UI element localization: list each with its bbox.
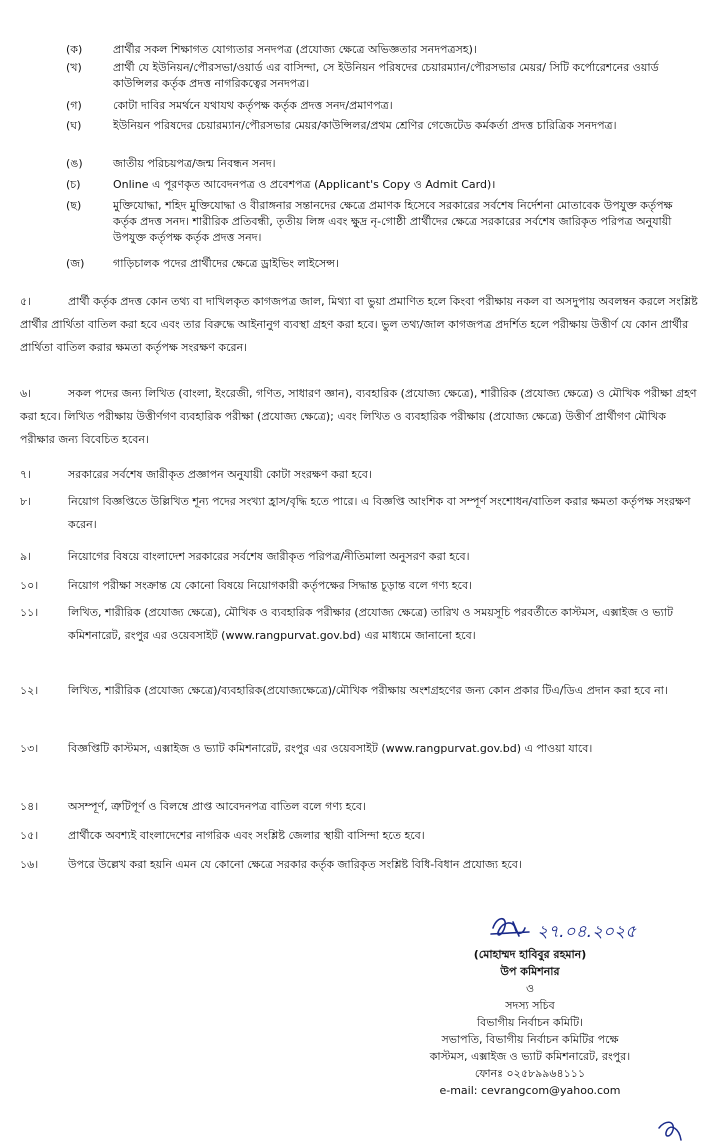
list-number: ১১। xyxy=(20,606,39,619)
officer-name: (মোহাম্মদ হাবিবুর রহমান) xyxy=(473,948,587,961)
list-marker: (ছ) xyxy=(66,199,82,212)
handwritten-date: ২৭.০৪.২০২৫ xyxy=(537,922,637,942)
phone-number: ফোনঃ ০২৫৮৯৯৬৪১১১ xyxy=(474,1067,586,1080)
list-number: ১৪। xyxy=(20,800,39,813)
list-marker: (গ) xyxy=(66,99,82,112)
office-name: কাস্টমস, এক্সাইজ ও ভ্যাট কমিশনারেট, রংপুর। xyxy=(429,1050,631,1063)
list-text: প্রার্থীকে অবশ্যই বাংলাদেশের নাগরিক এবং সংশ্লিষ্ট জেলার স্থায়ী বাসিন্দা হতে হবে। xyxy=(68,829,425,842)
paragraph-text: সকল পদের জন্য লিখিত (বাংলা, ইংরেজী, গণিত, সাধারণ জ্ঞান), ব্যবহারিক (প্রযোজ্য ক্ষেত্রে), শারীরিক (প্রযোজ্য ক্ষেত্রে) ও মৌখিক পরীক্ষা গ্রহণ করা হবে। লিখিত পরীক্ষায় উত্তীর্ণগণ ব্যবহারিক পরীক্ষা (প্রযোজ্য ক্ষেত্রে); এবং লিখিত ও ব্যবহারিক পরীক্ষায় (প্রযোজ্য ক্ষেত্রে) উত্তীর্ণ প্রার্থীগণ মৌখিক পরীক্ষার জন্য বিবেচিত হবেন। xyxy=(20,387,697,446)
list-text: লিখিত, শারীরিক (প্রযোজ্য ক্ষেত্রে), মৌখিক ও ব্যবহারিক পরীক্ষার (প্রযোজ্য ক্ষেত্রে) তারিখ ও সময়সূচি পরবর্তীতে কাস্টমস, এক্সাইজ ও ভ্যাট কমিশনারেট, রংপুর এর ওয়েবসাইট (www.rangpurvat.gov.bd) এর মাধ্যমে জানানো হবে। xyxy=(68,606,673,642)
list-number: ১৩। xyxy=(20,742,39,755)
list-number: ৭। xyxy=(20,468,32,481)
list-text: জাতীয় পরিচয়পত্র/জন্ম নিবন্ধন সনদ। xyxy=(113,157,276,170)
list-number: ১৫। xyxy=(20,829,39,842)
list-text: গাড়িচালক পদের প্রার্থীদের ক্ষেত্রে ড্রাইভিং লাইসেন্স। xyxy=(113,257,339,270)
paragraph-5 xyxy=(20,290,700,359)
on-behalf-line: সভাপতি, বিভাগীয় নির্বাচন কমিটির পক্ষে xyxy=(441,1033,619,1046)
conjunction: ও xyxy=(525,982,535,995)
signature-block xyxy=(380,946,680,1099)
list-marker: (চ) xyxy=(66,178,81,191)
paragraph-6 xyxy=(20,382,700,451)
list-text: প্রার্থী যে ইউনিয়ন/পৌরসভা/ওয়ার্ড এর বাসিন্দা, সে ইউনিয়ন পরিষদের চেয়ারম্যান/পৌরসভার মেয়র/ সিটি কর্পোরেশনের ওয়ার্ড কাউন্সিলর কর্তৃক প্রদত্ত নাগরিকত্বের সনদপত্র। xyxy=(113,61,659,90)
email-address: e-mail: cevrangcom@yahoo.com xyxy=(439,1084,621,1097)
paragraph-number: ৫। xyxy=(20,295,32,308)
list-text: নিয়োগ বিজ্ঞপ্তিতে উল্লিখিত শূন্য পদের সংখ্যা হ্রাস/বৃদ্ধি হতে পারে। এ বিজ্ঞপ্তি আংশিক বা সম্পূর্ণ সংশোধন/বাতিল করার ক্ষমতা কর্তৃপক্ষ সংরক্ষণ করেন। xyxy=(68,495,691,531)
list-text: উপরে উল্লেখ করা হয়নি এমন যে কোনো ক্ষেত্রে সরকার কর্তৃক জারিকৃত সংশ্লিষ্ট বিধি-বিধান প্রযোজ্য হবে। xyxy=(68,858,522,871)
initial-mark xyxy=(655,1118,685,1144)
list-text: প্রার্থীর সকল শিক্ষাগত যোগ্যতার সনদপত্র (প্রযোজ্য ক্ষেত্রে অভিজ্ঞতার সনদপত্রসহ)। xyxy=(113,43,477,56)
officer-title: উপ কমিশনার xyxy=(500,965,560,978)
list-text: বিজ্ঞপ্তিটি কাস্টমস, এক্সাইজ ও ভ্যাট কমিশনারেট, রংপুর এর ওয়েবসাইট (www.rangpurvat.gov.bd) এ পাওয়া যাবে। xyxy=(68,742,593,755)
officer-role: সদস্য সচিব xyxy=(505,999,555,1012)
handwritten-signature xyxy=(485,910,685,950)
list-number: ১০। xyxy=(20,579,39,592)
committee-name: বিভাগীয় নির্বাচন কমিটি। xyxy=(476,1016,584,1029)
list-marker: (ঘ) xyxy=(66,119,82,132)
list-text: সরকারের সর্বশেষ জারীকৃত প্রজ্ঞাপন অনুযায়ী কোটা সংরক্ষণ করা হবে। xyxy=(68,468,372,481)
list-number: ১২। xyxy=(20,684,39,697)
list-text: কোটা দাবির সমর্থনে যথাযথ কর্তৃপক্ষ কর্তৃক প্রদত্ত সনদ/প্রমাণপত্র। xyxy=(113,99,393,112)
list-marker: (ঙ) xyxy=(66,157,83,170)
list-marker: (জ) xyxy=(66,257,85,270)
list-marker: (খ) xyxy=(66,61,82,74)
list-text: নিয়োগের বিষয়ে বাংলাদেশ সরকারের সর্বশেষ জারীকৃত পরিপত্র/নীতিমালা অনুসরণ করা হবে। xyxy=(68,550,470,563)
paragraph-number: ৬। xyxy=(20,387,32,400)
list-text: Online এ পূরণকৃত আবেদনপত্র ও প্রবেশপত্র (Applicant's Copy ও Admit Card)। xyxy=(113,178,496,191)
list-text: লিখিত, শারীরিক (প্রযোজ্য ক্ষেত্রে)/ব্যবহারিক(প্রযোজ্যক্ষেত্রে)/মৌখিক পরীক্ষায় অংশগ্রহণের জন্য কোন প্রকার টিএ/ডিএ প্রদান করা হবে না। xyxy=(68,684,668,697)
list-number: ৮। xyxy=(20,495,32,508)
list-text: ইউনিয়ন পরিষদের চেয়ারম্যান/পৌরসভার মেয়র/কাউন্সিলর/প্রথম শ্রেণির গেজেটেড কর্মকর্তা প্রদত্ত চারিত্রিক সনদপত্র। xyxy=(113,119,617,132)
list-text: অসম্পূর্ণ, ত্রুটিপূর্ণ ও বিলম্বে প্রাপ্ত আবেদনপত্র বাতিল বলে গণ্য হবে। xyxy=(68,800,366,813)
list-text: মুক্তিযোদ্ধা, শহিদ মুক্তিযোদ্ধা ও বীরাঙ্গনার সন্তানদের ক্ষেত্রে প্রমাণক হিসেবে সরকারের সর্বশেষ নির্দেশনা মোতাবেক উপযুক্ত কর্তৃপক্ষ কর্তৃক প্রদত্ত সনদ। শারীরিক প্রতিবন্ধী, তৃতীয় লিঙ্গ এবং ক্ষুদ্র নৃ-গোষ্ঠী প্রার্থীদের ক্ষেত্রে সরকারের সর্বশেষ জারিকৃত পরিপত্র অনুযায়ী উপযুক্ত কর্তৃপক্ষ কর্তৃক প্রদত্ত সনদ। xyxy=(113,199,673,244)
list-number: ৯। xyxy=(20,550,32,563)
list-marker: (ক) xyxy=(66,43,83,56)
list-text: নিয়োগ পরীক্ষা সংক্রান্ত যে কোনো বিষয়ে নিয়োগকারী কর্তৃপক্ষের সিদ্ধান্ত চূড়ান্ত বলে গণ্য হবে। xyxy=(68,579,473,592)
list-number: ১৬। xyxy=(20,858,39,871)
paragraph-text: প্রার্থী কর্তৃক প্রদত্ত কোন তথ্য বা দাখিলকৃত কাগজপত্র জাল, মিথ্যা বা ভুয়া প্রমাণিত হলে কিংবা পরীক্ষায় নকল বা অসদুপায় অবলম্বন করলে সংশ্লিষ্ট প্রার্থীর প্রার্থিতা বাতিল করা হবে এবং তার বিরুদ্ধে আইনানুগ ব্যবস্থা গ্রহণ করা হবে। ভুল তথ্য/জাল কাগজপত্র প্রদর্শিত হলে পরীক্ষায় উত্তীর্ণ যে কোন প্রার্থীর প্রার্থিতা বাতিল করার ক্ষমতা কর্তৃপক্ষ সংরক্ষণ করেন। xyxy=(20,295,698,354)
